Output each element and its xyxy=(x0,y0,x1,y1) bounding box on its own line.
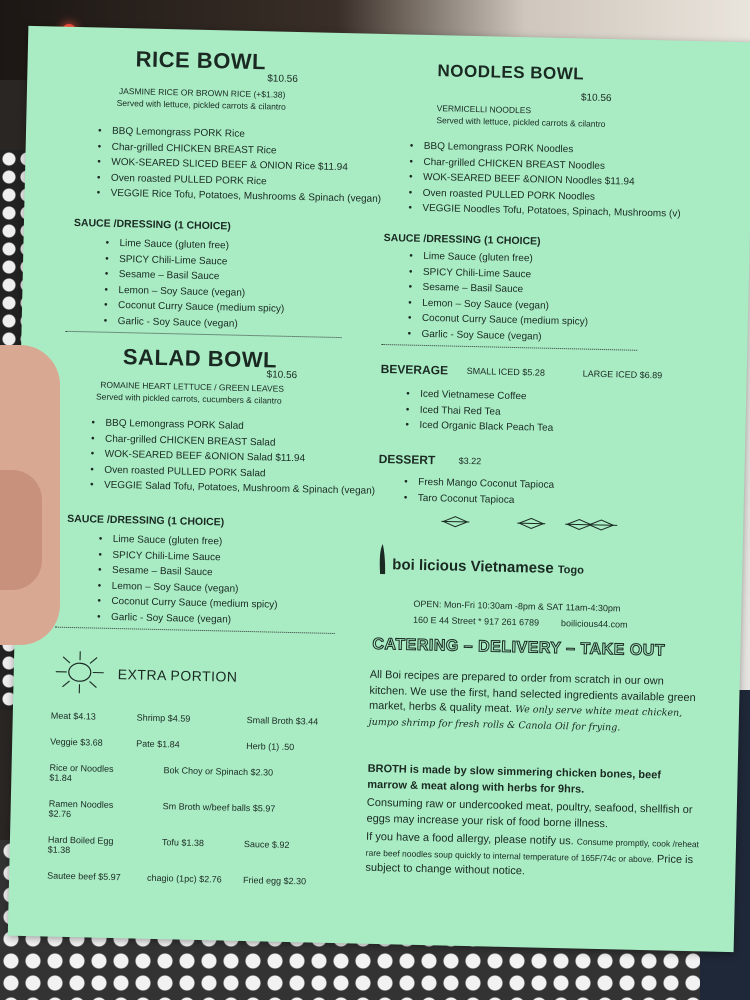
price-change-note: Price is subject to change without notice. xyxy=(365,852,694,878)
opening-hours: OPEN: Mon-Fri 10:30am -8pm & SAT 11am-4:30pm xyxy=(413,598,621,614)
thumb-knuckle xyxy=(0,470,42,590)
brand-suffix: Togo xyxy=(557,564,585,577)
rice-sauce: • Lemon – Soy Sauce (vegan) xyxy=(104,282,284,302)
extra-item: Shrimp $4.59 xyxy=(136,712,191,724)
salad-item: • WOK-SEARED BEEF &ONION Salad $11.94 xyxy=(91,446,376,468)
website-link[interactable]: boilicious44.com xyxy=(560,618,628,630)
extra-item: Herb (1) .50 xyxy=(246,741,295,753)
noodles-sauces xyxy=(407,249,589,346)
salad-sauce: • Lemon – Soy Sauce (vegan) xyxy=(98,578,278,598)
extra-item: Meat $4.13 xyxy=(50,710,96,722)
about-paragraph xyxy=(369,668,700,737)
beverage-item: • Iced Organic Black Peach Tea xyxy=(405,418,553,437)
rice-item: • WOK-SEARED SLICED BEEF & ONION Rice $11.94 xyxy=(97,154,382,176)
beverage-title: BEVERAGE xyxy=(380,361,449,378)
extra-item: Sautee beef $5.97 xyxy=(47,870,121,883)
extra-item: Ramen Noodles $2.76 xyxy=(48,798,114,820)
noodles-base: VERMICELLI NOODLES xyxy=(436,103,532,116)
extra-portion-title: EXTRA PORTION xyxy=(117,666,238,685)
salad-sauce: • SPICY Chili-Lime Sauce xyxy=(98,547,278,567)
address-phone: 160 E 44 Street * 917 261 6789 xyxy=(412,614,540,628)
rice-base: JASMINE RICE OR BROWN RICE (+$1.38) xyxy=(118,85,286,100)
salad-bowl-title: SALAD BOWL xyxy=(122,344,278,373)
extra-item: Sm Broth w/beef balls $5.97 xyxy=(162,801,276,814)
rice-item: • Oven roasted PULLED PORK Rice xyxy=(97,170,382,192)
allergy-text: If you have a food allergy, please notify us. xyxy=(365,830,574,848)
dessert-item: • Fresh Mango Coconut Tapioca xyxy=(404,475,554,494)
salad-sauce: • Lime Sauce (gluten free) xyxy=(99,532,279,552)
noodles-bowl-price: $10.56 xyxy=(580,92,612,105)
noodles-items xyxy=(408,139,682,223)
extra-item: Fried egg $2.30 xyxy=(242,874,307,887)
divider xyxy=(65,331,341,338)
rice-sauces xyxy=(104,236,286,333)
divider xyxy=(381,344,637,351)
rice-bowl-price: $10.56 xyxy=(267,73,298,86)
beverage-items xyxy=(405,387,554,437)
rice-item: • BBQ Lemongrass PORK Rice xyxy=(98,123,383,145)
noodles-item: • BBQ Lemongrass PORK Noodles xyxy=(410,139,683,161)
salad-base: ROMAINE HEART LETTUCE / GREEN LEAVES xyxy=(100,379,285,394)
salad-item: • Oven roasted PULLED PORK Salad xyxy=(90,462,375,484)
salad-sauce: • Garlic - Soy Sauce (vegan) xyxy=(97,609,277,629)
noodles-bowl-title: NOODLES BOWL xyxy=(437,61,585,84)
about-intro: All Boi recipes are prepared to order from scratch in our own kitchen. We use the first, hand selected ingredients available green market, herbs & quality meat. xyxy=(368,668,696,716)
extra-item: Tofu $1.38 xyxy=(161,837,205,849)
beverage-large-price: LARGE ICED $6.89 xyxy=(582,368,663,381)
salad-sauce: • Sesame – Basil Sauce xyxy=(98,563,278,583)
salad-served: Served with pickled carrots, cucumbers & cilantro xyxy=(95,391,282,406)
noodles-sauce: • Garlic - Soy Sauce (vegan) xyxy=(407,326,587,346)
rice-sauce: • Garlic - Soy Sauce (vegan) xyxy=(104,313,284,333)
about-script-note: We only serve white meat chicken, jumpo shrimp for fresh rolls & Canola Oil for frying. xyxy=(368,704,683,733)
dessert-items xyxy=(404,475,555,509)
beverage-item: • Iced Vietnamese Coffee xyxy=(406,387,554,406)
dessert-price: $3.22 xyxy=(458,455,482,467)
salad-sauce: • Coconut Curry Sauce (medium spicy) xyxy=(97,594,277,614)
extra-item: Small Broth $3.44 xyxy=(246,715,319,727)
broth-note: BROTH is made by slow simmering chicken bones, beef marrow & meat along with herbs for 9hrs. xyxy=(367,762,662,796)
extra-item: Pate $1.84 xyxy=(136,738,180,750)
extra-item: Rice or Noodles $1.84 xyxy=(49,762,114,784)
rice-sauce: • Lime Sauce (gluten free) xyxy=(105,236,285,256)
beverage-item: • Iced Thai Red Tea xyxy=(406,402,554,421)
salad-bowl-price: $10.56 xyxy=(266,369,298,382)
noodles-sauce: • Lime Sauce (gluten free) xyxy=(409,249,589,269)
noodles-sauce: • Sesame – Basil Sauce xyxy=(408,280,588,300)
rice-bowl-title: RICE BOWL xyxy=(135,46,267,75)
salad-item: • Char-grilled CHICKEN BREAST Salad xyxy=(91,431,376,453)
extra-item: Veggie $3.68 xyxy=(50,736,103,748)
rice-sauce: • Sesame – Basil Sauce xyxy=(105,267,285,287)
ornament-divider-icon xyxy=(441,513,621,533)
beverage-small-price: SMALL ICED $5.28 xyxy=(466,365,546,378)
brand-name xyxy=(392,556,584,577)
dessert-title: DESSERT xyxy=(378,451,436,468)
noodles-item: • Char-grilled CHICKEN BREAST Noodles xyxy=(409,154,682,176)
rice-sauce-title: SAUCE /DRESSING (1 CHOICE) xyxy=(73,216,231,233)
noodles-sauce: • SPICY Chili-Lime Sauce xyxy=(409,264,589,284)
catering-banner: CATERING – DELIVERY – TAKE OUT xyxy=(372,635,666,660)
noodles-sauce: • Lemon – Soy Sauce (vegan) xyxy=(408,295,588,315)
sun-icon xyxy=(53,649,106,696)
extra-portion-grid xyxy=(47,711,351,888)
noodles-sauce: • Coconut Curry Sauce (medium spicy) xyxy=(408,311,588,331)
extra-item: Bok Choy or Spinach $2.30 xyxy=(163,765,274,778)
menu-sheet xyxy=(8,26,750,952)
noodles-item: • WOK-SEARED BEEF &ONION Noodles $11.94 xyxy=(409,170,682,192)
rice-item: • VEGGIE Rice Tofu, Potatoes, Mushrooms & Spinach (vegan) xyxy=(96,185,381,207)
noodles-sauce-title: SAUCE /DRESSING (1 CHOICE) xyxy=(383,231,541,248)
dessert-item: • Taro Coconut Tapioca xyxy=(404,490,554,509)
salad-item: • VEGGIE Salad Tofu, Potatoes, Mushroom & Spinach (vegan) xyxy=(90,477,375,499)
rice-item: • Char-grilled CHICKEN BREAST Rice xyxy=(98,139,383,161)
rice-served: Served with lettuce, pickled carrots & cilantro xyxy=(116,97,286,112)
reheat-note: Consume promptly, cook /reheat rare beef noodles soup quickly to internal temperature of 165F/74c or above. xyxy=(365,836,700,864)
logo-figure-icon xyxy=(376,542,389,576)
salad-sauce-title: SAUCE /DRESSING (1 CHOICE) xyxy=(67,512,225,529)
allergy-note xyxy=(365,830,700,884)
consumption-warning: Consuming raw or undercooked meat, poultry, seafood, shellfish or eggs may increase your risk of food borne illness. xyxy=(366,796,693,830)
divider xyxy=(55,627,335,634)
noodles-item: • VEGGIE Noodles Tofu, Potatoes, Spinach, Mushrooms (v) xyxy=(408,201,681,223)
noodles-item: • Oven roasted PULLED PORK Noodles xyxy=(409,185,682,207)
rice-items xyxy=(96,123,382,207)
rice-sauce: • SPICY Chili-Lime Sauce xyxy=(105,251,285,271)
rice-sauce: • Coconut Curry Sauce (medium spicy) xyxy=(104,298,284,318)
extra-item: Hard Boiled Egg $1.38 xyxy=(47,834,114,856)
salad-items xyxy=(90,415,377,499)
noodles-served: Served with lettuce, pickled carrots & cilantro xyxy=(436,115,606,129)
salad-sauces xyxy=(97,532,279,629)
extra-item: chagio (1pc) $2.76 xyxy=(147,872,222,885)
salad-item: • BBQ Lemongrass PORK Salad xyxy=(91,415,376,437)
extra-item: Sauce $.92 xyxy=(243,838,290,851)
brand-name-text: boi licious Vietnamese xyxy=(392,556,554,577)
